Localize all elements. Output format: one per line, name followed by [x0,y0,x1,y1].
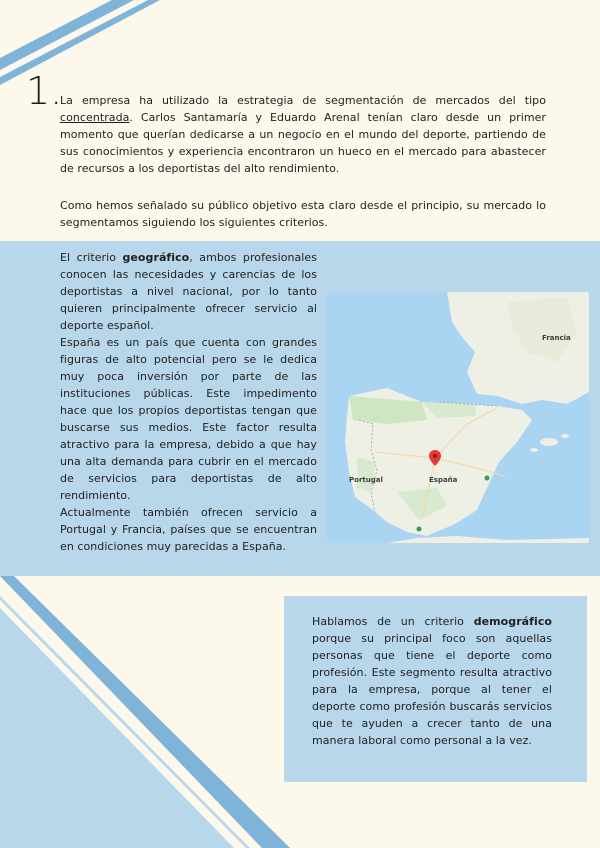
intro-paragraph: La empresa ha utilizado la estrategia de segmentación de mercados del tipo concentrada. Carlos Santamaría y Eduardo Arenal tenían claro desde un primer momento que querían dedicarse a un negocio en el mundo del deporte, partiendo de sus conocimientos y experiencia encontraron un hueco en el mercado para abastecer de recursos a los deportistas del alto rendimiento. [60,94,546,175]
map-label-spain: España [429,476,458,484]
map-label-portugal: Portugal [349,476,383,484]
map-label-france: Francia [542,334,571,342]
geographic-criterion-text: El criterio geográfico, ambos profesionales conocen las necesidades y carencias de los deportistas a nivel nacional, por lo tanto quieren principalmente ofrecer servicio al deporte español. España es un país que cuenta con grandes figuras de alto potencial pero se le dedica muy poca inversión por parte de las instituciones públicas. Este impedimento hace que los propios deportistas tengan que buscarse sus medios. Este factor resulta atractivo para la empresa, debido a que hay una alta demanda para cubrir en el mercado de servicios para deportistas de alto rendimiento. Actualmente también ofrecen servicio a Portugal y Francia, países que se encuentran en condiciones muy parecidas a España. [60,251,317,553]
demographic-keyword: demográfico [473,615,552,628]
section-number: 1. [26,69,63,113]
iberia-map [327,292,589,543]
corner-stripes-bottom [0,576,290,848]
criteria-intro-paragraph: Como hemos señalado su público objetivo esta claro desde el principio, su mercado lo segmentamos siguiendo los siguientes criterios. [60,199,546,229]
concentrated-term: concentrada [60,111,130,124]
geographic-keyword: geográfico [122,251,190,264]
demographic-criterion-text: Hablamos de un criterio demográfico porque su principal foco son aquellas personas que tiene el deporte como profesión. Este segmento resulta atractivo para la empresa, porque al tener el deporte como profesión buscarás servicios que te ayuden a crecer tanto de una manera laboral como personal a la vez. [312,615,552,747]
